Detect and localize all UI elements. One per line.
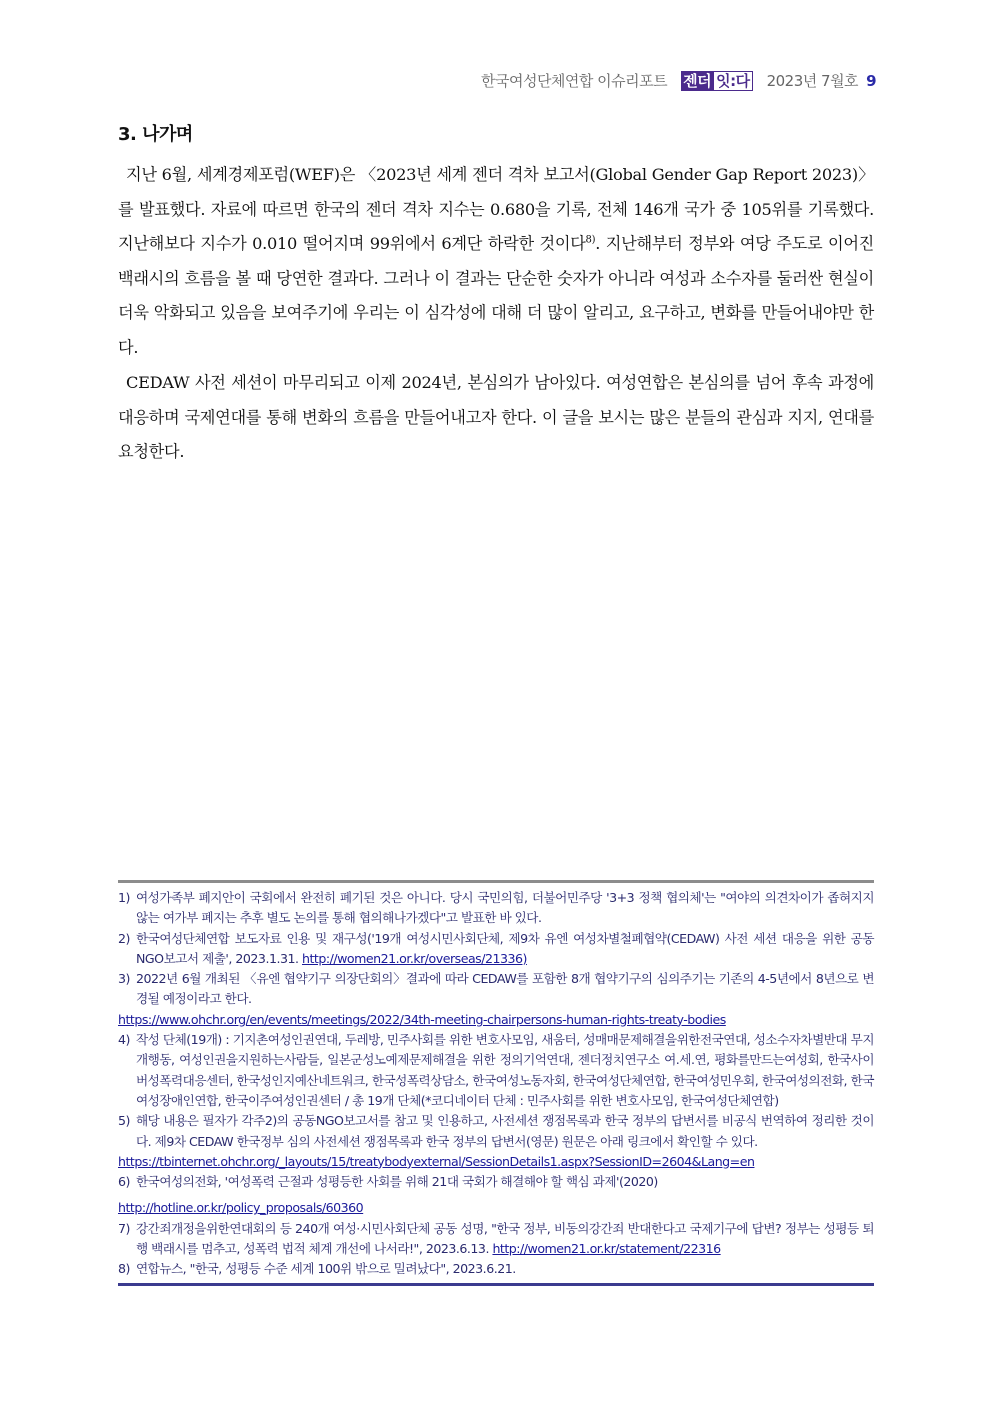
publication-name: 한국여성단체연합 이슈리포트 [480, 72, 668, 90]
body-paragraph-2 [118, 366, 874, 470]
footnote-4 [118, 1030, 874, 1111]
footnotes [118, 888, 874, 1280]
footnote-text: 한국여성단체연합 보도자료 인용 및 재구성('19개 여성시민사회단체, 제9차 유엔 여성차별철폐협약(CEDAW) 사전 세션 대응을 위한 공동 NGO보고서 제출', 2023.1.31. [136, 930, 874, 966]
footnote-5-link[interactable]: https://tbinternet.ohchr.org/_layouts/15/treatybodyexternal/SessionDetails1.aspx?SessionID=2604&Lang=en [118, 1153, 755, 1169]
footnote-5 [118, 1111, 874, 1152]
footnote-ref-8[interactable]: 8) [585, 234, 596, 246]
footnote-number: 4) [118, 1032, 130, 1048]
footnote-number: 1) [118, 890, 130, 905]
footnote-3-link[interactable]: https://www.ohchr.org/en/events/meetings/2022/34th-meeting-chairpersons-human-rights-treaty-bodies [118, 1011, 726, 1027]
footnote-number: 7) [118, 1220, 130, 1236]
footnote-number: 5) [118, 1113, 130, 1129]
footnote-7 [118, 1219, 874, 1260]
badge-dark-part: 젠더 [683, 71, 712, 90]
footnote-body [136, 929, 874, 970]
footnote-separator [118, 880, 874, 883]
footnote-2 [118, 929, 874, 970]
footnote-number: 8) [118, 1261, 130, 1277]
page-bottom-rule [118, 1283, 874, 1286]
footnote-number: 2) [118, 930, 130, 946]
footnote-number: 6) [118, 1174, 130, 1190]
running-header [481, 70, 876, 91]
footnote-text: 한국여성의전화, '여성폭력 근절과 성평등한 사회를 위해 21대 국회가 해결해야 할 핵심 과제'(2020) [136, 1174, 658, 1190]
badge-light-part: 잇:다 [713, 71, 752, 91]
page-number: 9 [866, 71, 876, 90]
paragraph-text: 지난 6월, 세계경제포럼(WEF)은 〈2023년 세계 젠더 격차 보고서(Global Gender Gap Report 2023)〉를 발표했다. 자료에 따르면 한국의 젠더 격차 지수는 0.680을 기록, 전체 146개 국가 중 105위를 기록했다. 지난해보다 지수가 0.010 떨어지며 99위에서 6계단 하락한 것이다 [118, 165, 874, 253]
footnote-1 [118, 888, 874, 929]
footnote-text: 연합뉴스, "한국, 성평등 수준 세계 100위 밖으로 밀려났다", 2023.6.21. [136, 1261, 516, 1277]
footnote-text: 강간죄개정을위한연대회의 등 240개 여성·시민사회단체 공동 성명, "한국 정부, 비동의강간죄 반대한다고 국제기구에 답변? 정부는 성평등 퇴행 백래시를 멈추고, 성폭력 법적 체계 개선에 나서라!", 2023.6.13. [136, 1220, 874, 1257]
footnote-text: 여성가족부 폐지안이 국회에서 완전히 폐기된 것은 아니다. 당시 국민의힘, 더불어민주당 '3+3 정책 협의체'는 "여야의 의견차이가 좁혀지지 않는 여가부 폐지는 추후 별도 논의를 통해 협의해나가겠다"고 발표한 바 있다. [136, 890, 874, 926]
footnote-6 [118, 1172, 874, 1192]
footnote-text: 2022년 6월 개최된 〈유엔 협약기구 의장단회의〉결과에 따라 CEDAW를 포함한 8개 협약기구의 심의주기는 기존의 4-5년에서 8년으로 변경될 예정이라고 한다. [136, 971, 874, 1007]
footnote-6-link[interactable]: http://hotline.or.kr/policy_proposals/60360 [118, 1200, 364, 1216]
body-paragraph-1 [118, 158, 874, 365]
footnote-number: 3) [118, 971, 130, 987]
footnote-text: 작성 단체(19개) : 기지촌여성인권연대, 두레방, 민주사회를 위한 변호사모임, 새움터, 성매매문제해결을위한전국연대, 성소수자차별반대 무지개행동, 여성인권을지원하는사람들, 일본군성노예제문제해결을 위한 정의기억연대, 젠더정치연구소 여.세.연, 평화를만드는여성회, 한국사이버성폭력대응센터, 한국성인지예산네트워크, 한국성폭력상담소, 한국여성노동자회, 한국여성단체연합, 한국여성민우회, 한국여성의전화, 한국여성장애인연합, 한국이주여성인권센터 / 총 19개 단체(*코디네이터 단체 : 민주사회를 위한 변호사모임, 한국여성단체연합) [136, 1032, 874, 1108]
issue-date: 2023년 7월호 [766, 72, 859, 90]
footnote-body [136, 1219, 874, 1260]
gender-itda-badge [681, 71, 752, 91]
paragraph-text: CEDAW 사전 세션이 마무리되고 이제 2024년, 본심의가 남아있다. 여성연합은 본심의를 넘어 후속 과정에 대응하며 국제연대를 통해 변화의 흐름을 만들어내고자 한다. 이 글을 보시는 많은 분들의 관심과 지지, 연대를 요청한다. [118, 373, 874, 461]
footnote-link[interactable]: http://women21.or.kr/overseas/21336) [302, 950, 527, 966]
footnote-8 [118, 1259, 874, 1279]
footnote-text: 해당 내용은 필자가 각주2)의 공동NGO보고서를 참고 및 인용하고, 사전세션 쟁점목록과 한국 정부의 답변서를 비공식 번역하여 정리한 것이다. 제9차 CEDAW 한국정부 심의 사전세션 쟁점목록과 한국 정부의 답변서(영문) 원문은 아래 링크에서 확인할 수 있다. [136, 1113, 874, 1149]
footnote-3 [118, 969, 874, 1010]
section-title: 3. 나가며 [118, 124, 193, 145]
footnote-link[interactable]: http://women21.or.kr/statement/22316 [492, 1241, 721, 1257]
paragraph-text-cont: . 지난해부터 정부와 여당 주도로 이어진 백래시의 흐름을 볼 때 당연한 결과다. 그러나 이 결과는 단순한 숫자가 아니라 여성과 소수자를 둘러싼 현실이 더욱 악화되고 있음을 보여주기에 우리는 이 심각성에 대해 더 많이 알리고, 요구하고, 변화를 만들어내야만 한다. [118, 234, 874, 357]
